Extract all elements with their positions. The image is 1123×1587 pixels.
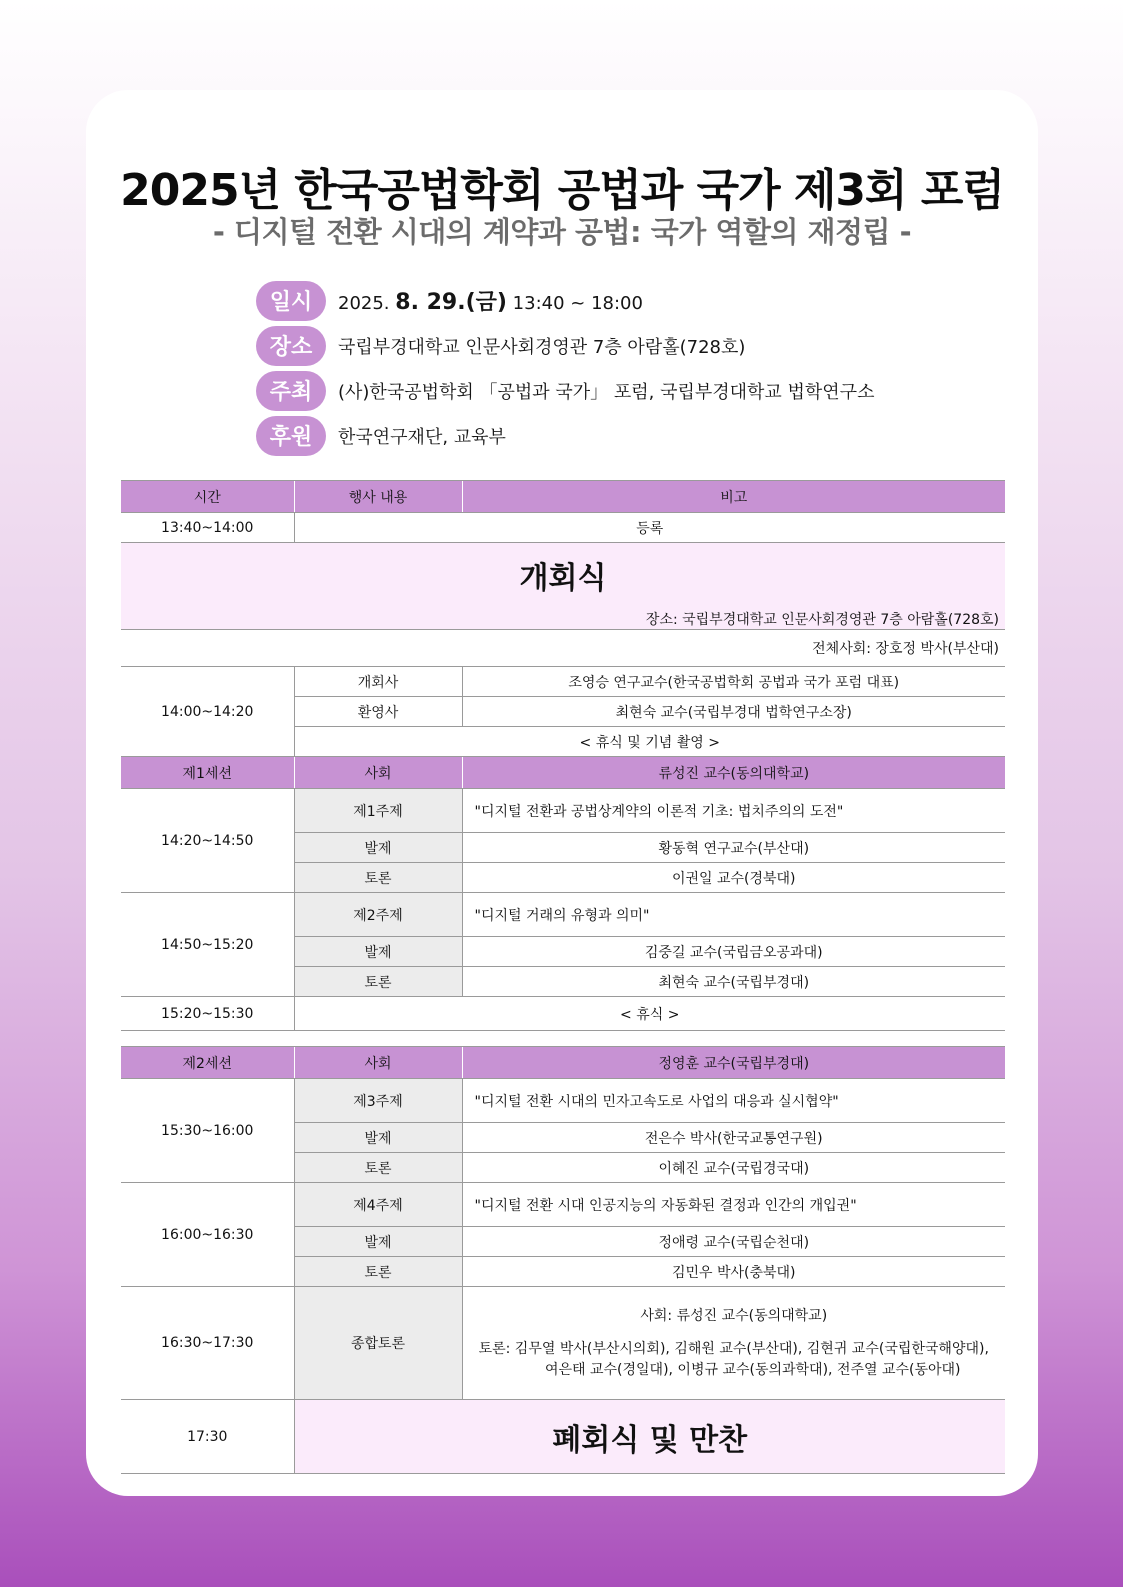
general-time: 16:30~17:30 — [121, 1287, 294, 1400]
general-chair: 사회: 류성진 교수(동의대학교) — [640, 1307, 828, 1324]
host-badge: 주최 — [256, 371, 326, 411]
session2-header-row — [121, 1047, 1005, 1079]
session1-name: 제1세션 — [121, 757, 294, 789]
topic3-disc-label: 토론 — [294, 1153, 462, 1183]
table-header-row — [121, 481, 1005, 513]
session1-header-row — [121, 757, 1005, 789]
closing-title: 폐회식 및 만찬 — [552, 1422, 748, 1458]
table-row — [121, 513, 1005, 543]
topic1-label: 제1주제 — [294, 789, 462, 833]
opening-title: 개회식 — [519, 561, 607, 596]
sponsor-badge: 후원 — [256, 416, 326, 456]
opening-mc-row — [121, 630, 1005, 667]
general-disc-line2: 여은태 교수(경일대), 이병규 교수(동의과학대), 전주열 교수(동아대) — [544, 1361, 961, 1378]
topic4-discussant: 김민우 박사(충북대) — [462, 1257, 1005, 1287]
topic3-time: 15:30~16:00 — [121, 1079, 294, 1183]
info-place-row — [256, 323, 874, 368]
general-discussion-row — [121, 1287, 1005, 1400]
topic3-pres-label: 발제 — [294, 1123, 462, 1153]
topic1-disc-label: 토론 — [294, 863, 462, 893]
table-row — [121, 1183, 1005, 1227]
topic1-time: 14:20~14:50 — [121, 789, 294, 893]
topic2-disc-label: 토론 — [294, 967, 462, 997]
opening-person-1: 조영승 연구교수(한국공법학회 공법과 국가 포럼 대표) — [462, 667, 1005, 697]
date-text — [338, 285, 643, 316]
info-host-row — [256, 368, 874, 413]
closing-cell — [294, 1400, 1005, 1474]
topic1-title: "디지털 전환과 공법상계약의 이론적 기초: 법치주의의 도전" — [462, 789, 1005, 833]
topic4-pres-label: 발제 — [294, 1227, 462, 1257]
topic3-presenter: 전은수 박사(한국교통연구원) — [462, 1123, 1005, 1153]
topic4-disc-label: 토론 — [294, 1257, 462, 1287]
topic4-title: "디지털 전환 시대 인공지능의 자동화된 결정과 인간의 개입권" — [462, 1183, 1005, 1227]
topic1-presenter: 황동혁 연구교수(부산대) — [462, 833, 1005, 863]
break-text: < 휴식 > — [294, 997, 1005, 1031]
opening-label-1: 개회사 — [294, 667, 462, 697]
closing-row — [121, 1400, 1005, 1474]
poster-card — [86, 90, 1038, 1496]
general-label: 종합토론 — [294, 1287, 462, 1400]
date-badge: 일시 — [256, 281, 326, 321]
header-content: 행사 내용 — [294, 481, 462, 513]
info-date-row — [256, 278, 874, 323]
opening-place: 장소: 국립부경대학교 인문사회경영관 7층 아람홀(728호) — [645, 612, 999, 628]
header-time: 시간 — [121, 481, 294, 513]
table-row — [121, 997, 1005, 1031]
opening-mc: 전체사회: 장호정 박사(부산대) — [121, 630, 1005, 667]
event-info — [256, 278, 874, 458]
session2-name: 제2세션 — [121, 1047, 294, 1079]
topic3-label: 제3주제 — [294, 1079, 462, 1123]
topic2-discussant: 최현숙 교수(국립부경대) — [462, 967, 1005, 997]
session1-chair-label: 사회 — [294, 757, 462, 789]
sponsor-text: 한국연구재단, 교육부 — [338, 426, 506, 448]
schedule-table — [121, 480, 1005, 1474]
place-badge: 장소 — [256, 326, 326, 366]
opening-time: 14:00~14:20 — [121, 667, 294, 757]
opening-break: < 휴식 및 기념 촬영 > — [294, 727, 1005, 757]
table-row — [121, 789, 1005, 833]
header-note: 비고 — [462, 481, 1005, 513]
closing-time: 17:30 — [121, 1400, 294, 1474]
table-row — [121, 667, 1005, 697]
general-details — [462, 1287, 1005, 1400]
registration-time: 13:40~14:00 — [121, 513, 294, 543]
host-text: (사)한국공법학회 「공법과 국가」 포럼, 국립부경대학교 법학연구소 — [338, 381, 875, 403]
table-row — [121, 893, 1005, 937]
general-disc-line1: 토론: 김무열 박사(부산시의회), 김해원 교수(부산대), 김현귀 교수(국립한국해양대), — [478, 1340, 989, 1357]
topic2-presenter: 김중길 교수(국립금오공과대) — [462, 937, 1005, 967]
opening-person-2: 최현숙 교수(국립부경대 법학연구소장) — [462, 697, 1005, 727]
session2-chair: 정영훈 교수(국립부경대) — [462, 1047, 1005, 1079]
session1-chair: 류성진 교수(동의대학교) — [462, 757, 1005, 789]
registration-text: 등록 — [294, 513, 1005, 543]
topic3-discussant: 이혜진 교수(국립경국대) — [462, 1153, 1005, 1183]
session2-chair-label: 사회 — [294, 1047, 462, 1079]
date-year: 2025. — [338, 293, 390, 314]
page-subtitle: - 디지털 전환 시대의 계약과 공법: 국가 역할의 재정립 - — [212, 215, 912, 249]
break-time: 15:20~15:30 — [121, 997, 294, 1031]
info-sponsor-row — [256, 413, 874, 458]
section-gap — [121, 1031, 1005, 1047]
topic1-pres-label: 발제 — [294, 833, 462, 863]
opening-label-2: 환영사 — [294, 697, 462, 727]
place-text: 국립부경대학교 인문사회경영관 7층 아람홀(728호) — [338, 336, 746, 358]
topic4-label: 제4주제 — [294, 1183, 462, 1227]
topic4-time: 16:00~16:30 — [121, 1183, 294, 1287]
date-day: 8. 29.(금) — [395, 290, 507, 315]
topic2-title: "디지털 거래의 유형과 의미" — [462, 893, 1005, 937]
opening-title-row — [121, 543, 1005, 630]
topic3-title: "디지털 전환 시대의 민자고속도로 사업의 대응과 실시협약" — [462, 1079, 1005, 1123]
table-row — [121, 1079, 1005, 1123]
topic1-discussant: 이권일 교수(경북대) — [462, 863, 1005, 893]
topic2-pres-label: 발제 — [294, 937, 462, 967]
topic4-presenter: 정애령 교수(국립순천대) — [462, 1227, 1005, 1257]
topic2-time: 14:50~15:20 — [121, 893, 294, 997]
topic2-label: 제2주제 — [294, 893, 462, 937]
page-title: 2025년 한국공법학회 공법과 국가 제3회 포럼 — [120, 165, 1004, 216]
date-time: 13:40 ~ 18:00 — [512, 293, 643, 314]
